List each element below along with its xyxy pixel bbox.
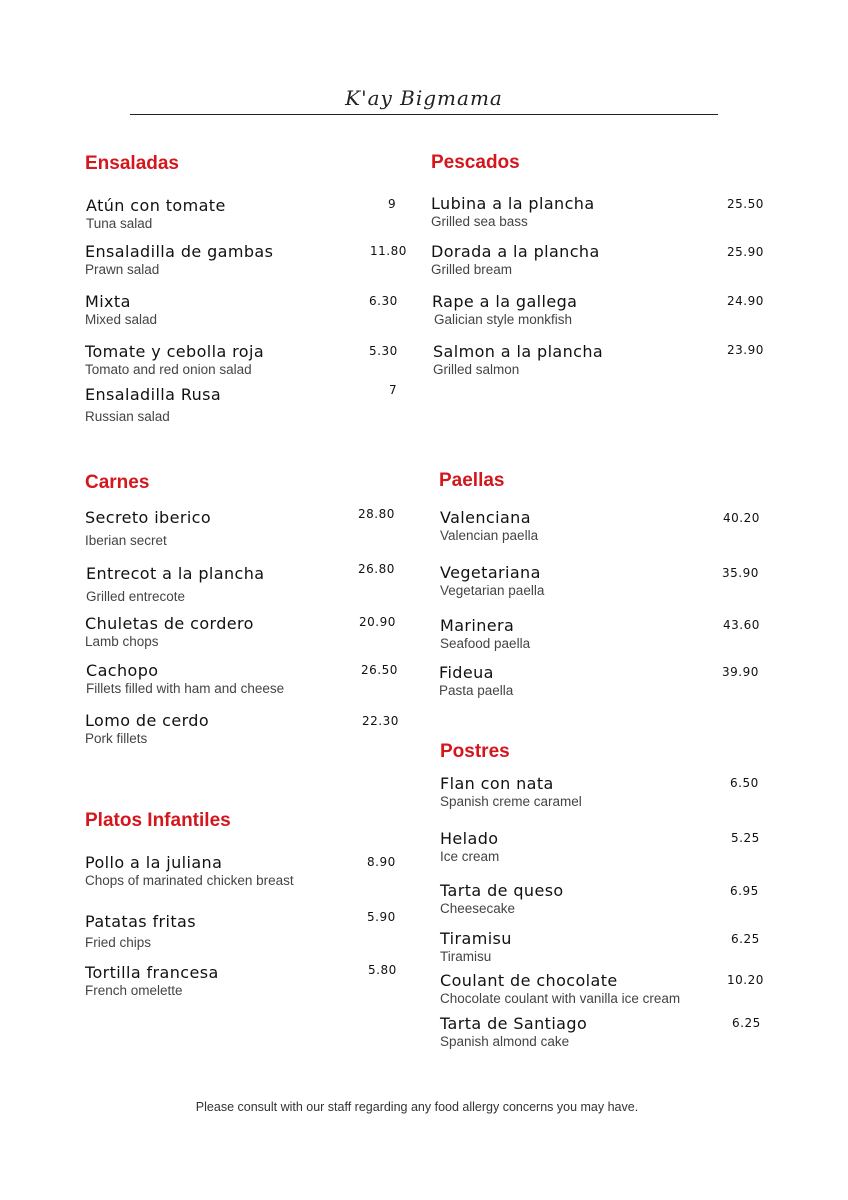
menu-item (439, 663, 513, 698)
section-title-paellas: Paellas (439, 470, 505, 491)
item-description: French omelette (85, 983, 183, 998)
item-name: Chuletas de cordero (85, 614, 254, 633)
item-description: Lamb chops (85, 634, 159, 649)
item-price: 6.25 (731, 932, 760, 946)
menu-item (86, 564, 264, 604)
item-description: Grilled salmon (433, 362, 520, 377)
menu-item (85, 342, 264, 377)
menu-item (85, 614, 254, 649)
menu-item (440, 774, 582, 809)
item-description: Seafood paella (440, 636, 531, 651)
item-description: Fried chips (85, 935, 152, 950)
item-description: Grilled bream (431, 262, 513, 277)
item-name: Pollo a la juliana (85, 853, 223, 872)
item-price: 5.25 (731, 831, 760, 845)
item-name: Mixta (85, 292, 131, 311)
item-price: 28.80 (358, 507, 395, 521)
item-description: Iberian secret (85, 533, 167, 548)
item-price: 5.30 (369, 344, 398, 358)
item-name: Tarta de queso (440, 881, 564, 900)
item-name: Lomo de cerdo (85, 711, 210, 730)
menu-item (433, 342, 603, 377)
title-divider (130, 114, 718, 115)
item-price: 40.20 (723, 511, 760, 525)
menu-item (431, 194, 595, 229)
item-price: 43.60 (723, 618, 760, 632)
menu-item (85, 853, 294, 888)
menu-item (85, 963, 219, 998)
menu-item (85, 912, 196, 950)
item-name: Helado (440, 829, 499, 848)
item-price: 6.30 (369, 294, 398, 308)
item-name: Cachopo (86, 661, 159, 680)
item-description: Tiramisu (440, 949, 492, 964)
menu-item (440, 971, 680, 1006)
item-name: Vegetariana (440, 563, 541, 582)
item-description: Valencian paella (440, 528, 539, 543)
item-name: Tiramisu (440, 929, 512, 948)
menu-item (440, 929, 512, 964)
menu-item (85, 242, 273, 277)
menu-item (86, 196, 226, 231)
item-price: 26.50 (361, 663, 398, 677)
restaurant-title: K'ay Bigmama (345, 86, 503, 110)
item-price: 9 (388, 197, 397, 211)
item-description: Mixed salad (85, 312, 158, 327)
item-name: Ensaladilla de gambas (85, 242, 274, 261)
item-name: Secreto iberico (85, 508, 212, 527)
item-price: 35.90 (722, 566, 759, 580)
item-name: Salmon a la plancha (433, 342, 604, 361)
item-price: 8.90 (367, 855, 396, 869)
item-description: Chops of marinated chicken breast (85, 873, 294, 888)
item-description: Spanish almond cake (440, 1034, 570, 1049)
allergy-note: Please consult with our staff regarding any food allergy concerns you may have. (195, 1100, 639, 1114)
item-description: Tuna salad (86, 216, 153, 231)
item-name: Fideua (439, 663, 494, 682)
menu-item (440, 563, 544, 598)
item-name: Dorada a la plancha (431, 242, 600, 261)
menu-item (85, 711, 209, 746)
item-price: 23.90 (727, 343, 764, 357)
item-description: Prawn salad (85, 262, 160, 277)
menu-item (440, 508, 538, 543)
item-price: 5.90 (367, 910, 396, 924)
item-price: 5.80 (368, 963, 397, 977)
section-title-pescados: Pescados (431, 152, 520, 173)
item-description: Spanish creme caramel (440, 794, 582, 809)
item-description: Grilled entrecote (86, 589, 186, 604)
item-price: 10.20 (727, 973, 764, 987)
item-description: Vegetarian paella (440, 583, 545, 598)
item-price: 24.90 (727, 294, 764, 308)
item-price: 6.95 (730, 884, 759, 898)
item-price: 39.90 (722, 665, 759, 679)
item-price: 20.90 (359, 615, 396, 629)
item-price: 7 (389, 383, 398, 397)
item-description: Tomato and red onion salad (85, 362, 252, 377)
item-name: Tarta de Santiago (440, 1014, 588, 1033)
item-price: 22.30 (362, 714, 399, 728)
menu-item (440, 1014, 587, 1049)
item-description: Ice cream (440, 849, 500, 864)
menu-item (440, 616, 530, 651)
item-name: Patatas fritas (85, 912, 196, 931)
item-description: Fillets filled with ham and cheese (86, 681, 285, 696)
menu-item (86, 661, 284, 696)
item-description: Pasta paella (439, 683, 514, 698)
section-title-carnes: Carnes (85, 472, 150, 493)
menu-item (440, 829, 499, 864)
item-description: Galician style monkfish (434, 312, 573, 327)
item-price: 25.90 (727, 245, 764, 259)
item-name: Lubina a la plancha (431, 194, 595, 213)
item-price: 11.80 (370, 244, 407, 258)
item-name: Entrecot a la plancha (86, 564, 265, 583)
menu-item (85, 292, 157, 327)
item-name: Coulant de chocolate (440, 971, 618, 990)
section-title-postres: Postres (440, 741, 510, 762)
menu-item (85, 508, 211, 548)
item-description: Pork fillets (85, 731, 148, 746)
item-name: Atún con tomate (86, 196, 226, 215)
menu-item (440, 881, 564, 916)
item-name: Marinera (440, 616, 515, 635)
menu-item (85, 385, 221, 424)
item-name: Rape a la gallega (432, 292, 578, 311)
menu-item (431, 242, 600, 277)
item-description: Russian salad (85, 409, 170, 424)
item-price: 25.50 (727, 197, 764, 211)
item-description: Grilled sea bass (431, 214, 528, 229)
item-name: Tortilla francesa (85, 963, 219, 982)
item-name: Ensaladilla Rusa (85, 385, 222, 404)
item-name: Tomate y cebolla roja (85, 342, 265, 361)
item-price: 26.80 (358, 562, 395, 576)
item-description: Cheesecake (440, 901, 516, 916)
item-price: 6.50 (730, 776, 759, 790)
item-name: Valenciana (440, 508, 531, 527)
item-name: Flan con nata (440, 774, 554, 793)
item-price: 6.25 (732, 1016, 761, 1030)
section-title-platos-infantiles: Platos Infantiles (85, 810, 231, 831)
item-description: Chocolate coulant with vanilla ice cream (440, 991, 681, 1006)
menu-item (432, 292, 577, 327)
section-title-ensaladas: Ensaladas (85, 153, 179, 174)
